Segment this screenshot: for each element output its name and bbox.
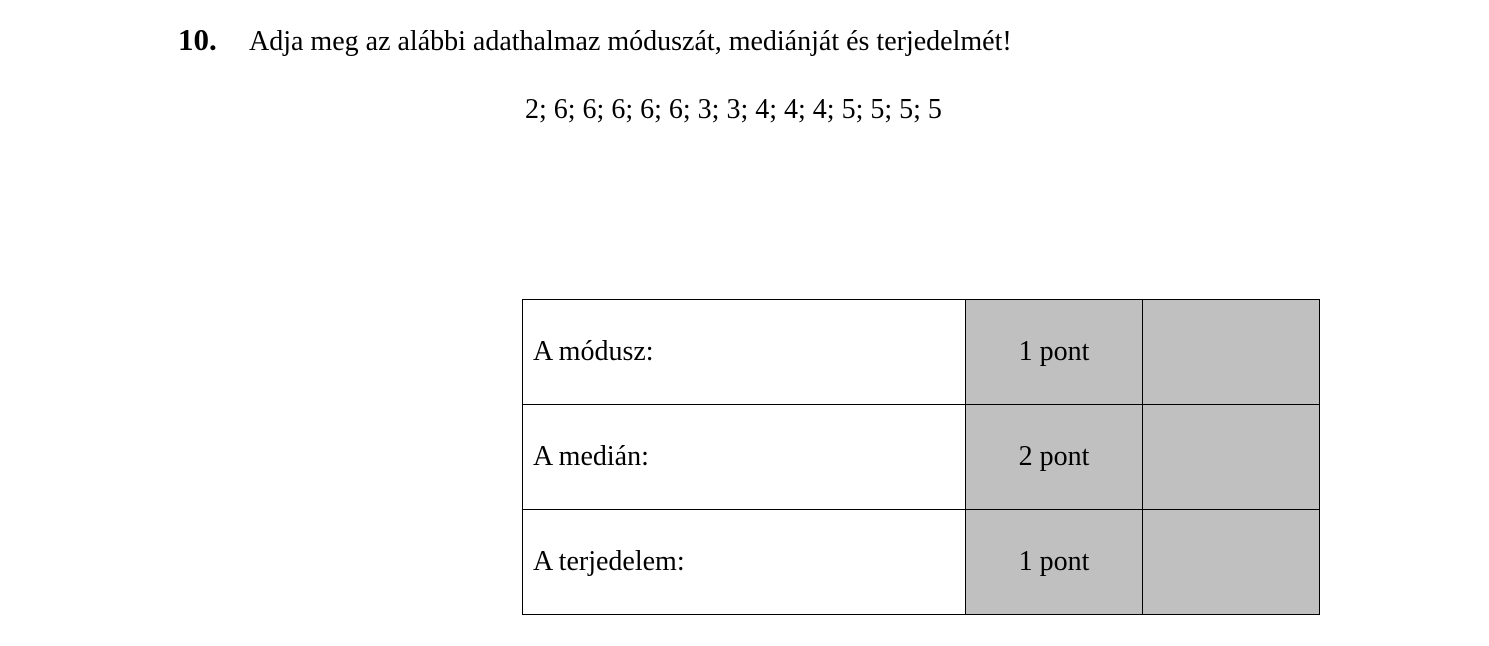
table-row-modus — [523, 300, 1320, 405]
modus-score-cell — [1143, 300, 1320, 405]
data-set: 2; 6; 6; 6; 6; 6; 3; 3; 4; 4; 4; 5; 5; 5; 5 — [525, 94, 942, 125]
modus-label: A módusz: — [523, 300, 966, 405]
range-points: 1 pont — [966, 510, 1143, 615]
range-label: A terjedelem: — [523, 510, 966, 615]
question-number: 10. — [178, 22, 217, 57]
table-row-median — [523, 405, 1320, 510]
median-label: A medián: — [523, 405, 966, 510]
question-text: Adja meg az alábbi adathalmaz móduszát, mediánját és terjedelmét! — [249, 26, 1012, 57]
median-score-cell — [1143, 405, 1320, 510]
range-score-cell — [1143, 510, 1320, 615]
answer-table — [522, 299, 1320, 615]
median-points: 2 pont — [966, 405, 1143, 510]
table-row-range — [523, 510, 1320, 615]
modus-points: 1 pont — [966, 300, 1143, 405]
